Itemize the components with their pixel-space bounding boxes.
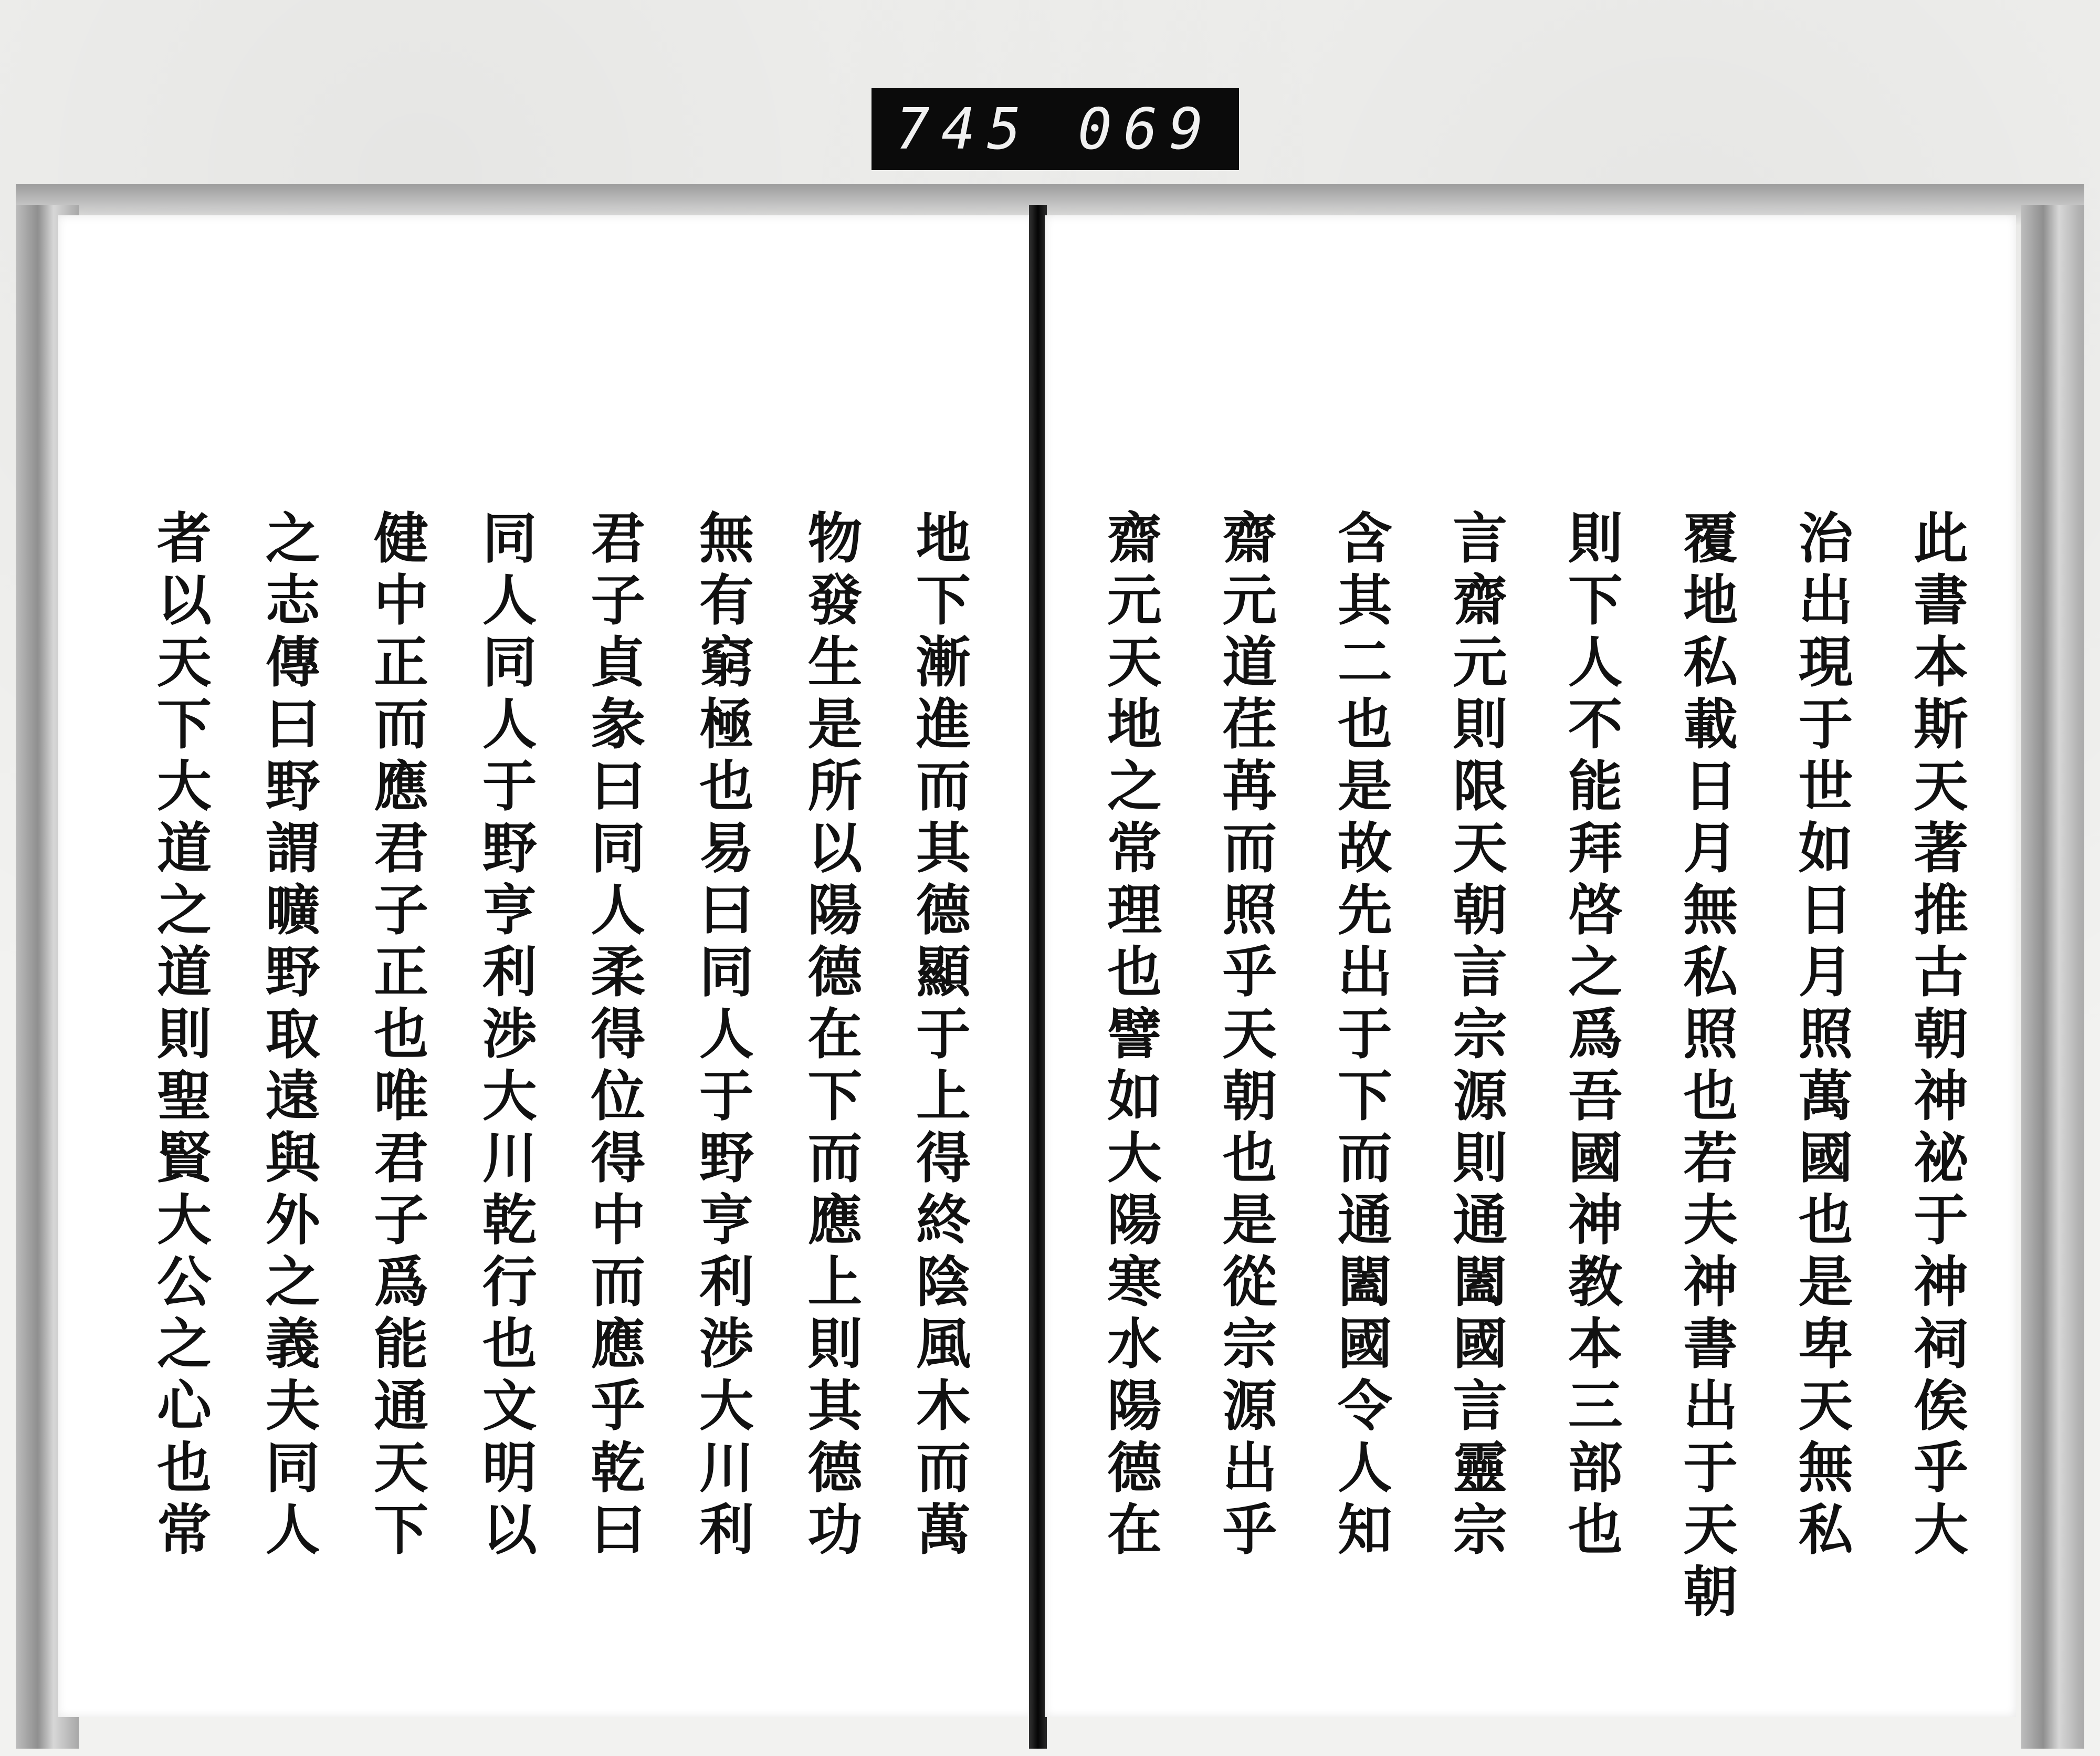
right-page bbox=[1045, 215, 2016, 1717]
left-column-6: 健中正而應君子正也唯君子爲能通天下 bbox=[364, 509, 429, 1563]
left-column-4: 君子貞彖曰同人柔得位得中而應乎乾曰 bbox=[581, 509, 646, 1563]
right-column-1: 此書本斯天著推古朝神祕于神祠俟乎大 bbox=[1904, 509, 1969, 1563]
right-column-2: 治出現于世如日月照萬國也是卑天無私 bbox=[1789, 509, 1854, 1563]
book-spine bbox=[1029, 205, 1047, 1749]
right-page-text bbox=[1045, 509, 2016, 1654]
left-column-2: 物發生是所以陽德在下而應上則其德功 bbox=[798, 509, 863, 1563]
catalog-number-right: 069 bbox=[1077, 96, 1215, 162]
open-book bbox=[16, 184, 2084, 1749]
left-column-3: 無有窮極也易曰同人于野亨利渉大川利 bbox=[689, 509, 754, 1563]
right-column-7: 齋元道荏苒而照乎天朝也是從宗源出乎 bbox=[1213, 509, 1278, 1563]
left-column-1: 地下漸進而其德顯于上得終陰風木而萬 bbox=[906, 509, 971, 1563]
left-column-5: 同人同人于野亨利渉大川乾行也文明以 bbox=[472, 509, 538, 1563]
catalog-number-plate bbox=[872, 88, 1239, 170]
right-column-4: 則下人不能拜啓之爲吾國神教本三部也 bbox=[1558, 509, 1623, 1563]
right-column-6: 含其二也是故先出于下而通闔國令人知 bbox=[1328, 509, 1393, 1563]
right-cover-edge bbox=[2021, 205, 2084, 1749]
catalog-number-left: 745 bbox=[896, 96, 1033, 162]
right-column-8: 齋元天地之常理也譬如大陽寒水陽德在 bbox=[1098, 509, 1162, 1563]
right-column-3: 覆地私載日月無私照也若夫神書出于天朝 bbox=[1674, 509, 1739, 1625]
left-page bbox=[58, 215, 1034, 1717]
left-column-8: 者以天下大道之道則聖賢大公之心也常 bbox=[148, 509, 212, 1563]
left-column-7: 之志傳曰野謂曠野取遠與外之義夫同人 bbox=[256, 509, 321, 1563]
right-column-5: 言齋元則限天朝言宗源則通闔國言靈宗 bbox=[1443, 509, 1508, 1563]
left-page-text bbox=[58, 509, 1034, 1654]
